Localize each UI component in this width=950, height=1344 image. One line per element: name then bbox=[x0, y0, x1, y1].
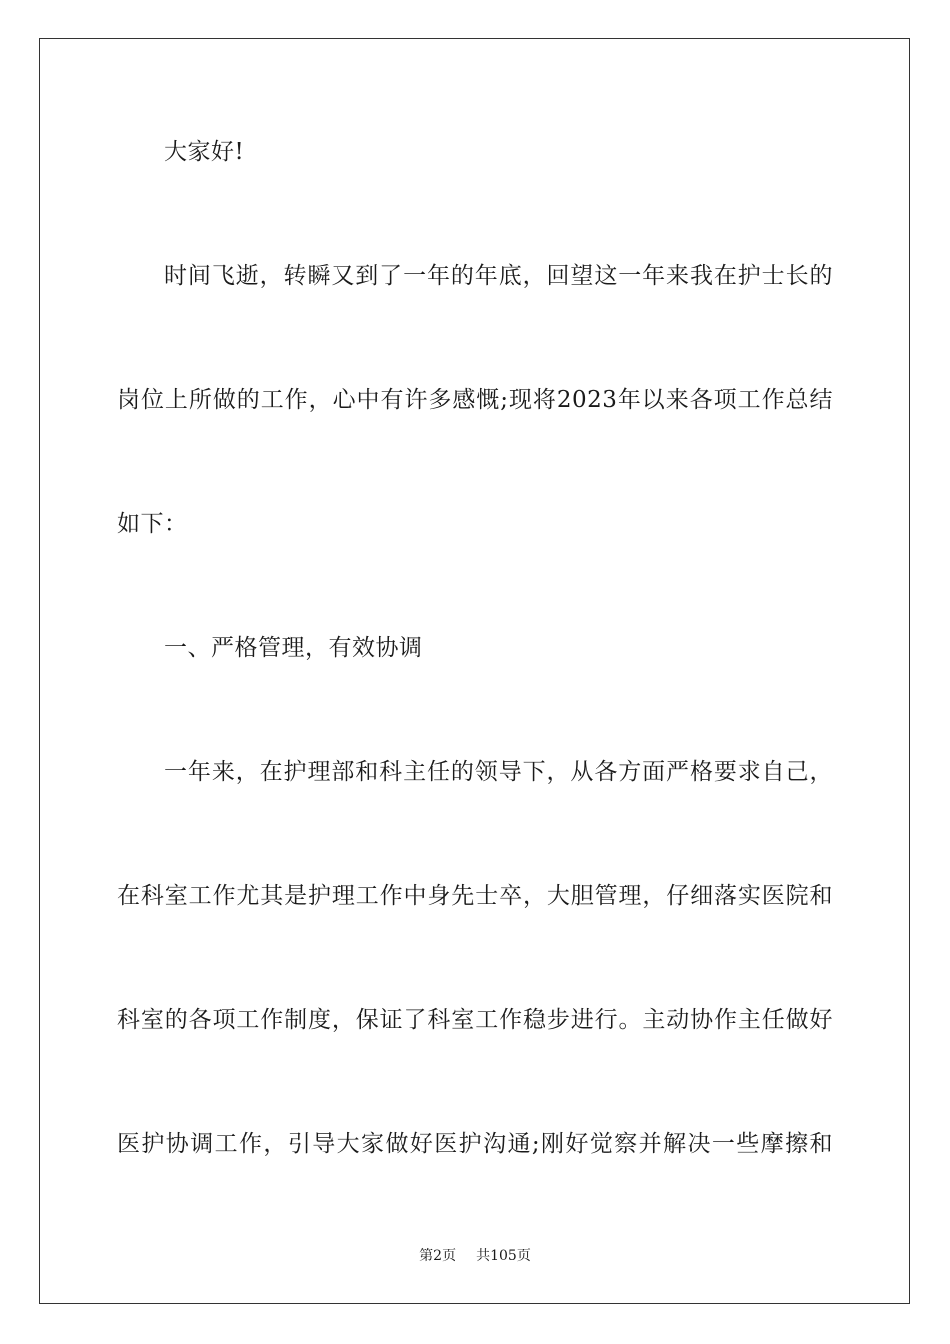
page-frame bbox=[39, 38, 910, 1304]
page-number: 第2页 bbox=[419, 1248, 457, 1264]
paragraph-line: 在科室工作尤其是护理工作中身先士卒，大胆管理，仔细落实医院和 bbox=[117, 883, 833, 909]
paragraph-line: 一年来，在护理部和科主任的领导下，从各方面严格要求自己， bbox=[164, 759, 833, 785]
greeting-line: 大家好! bbox=[164, 139, 245, 165]
paragraph-line: 如下： bbox=[117, 511, 188, 537]
section-heading: 一、严格管理，有效协调 bbox=[164, 635, 423, 661]
paragraph-line: 医护协调工作，引导大家做好医护沟通;刚好觉察并解决一些摩擦和 bbox=[117, 1131, 833, 1157]
page-total: 共105页 bbox=[476, 1248, 531, 1264]
paragraph-line: 时间飞逝，转瞬又到了一年的年底，回望这一年来我在护士长的 bbox=[164, 263, 833, 289]
page-footer bbox=[0, 1247, 950, 1265]
paragraph-line: 岗位上所做的工作，心中有许多感慨;现将2023年以来各项工作总结 bbox=[117, 387, 833, 413]
paragraph-line: 科室的各项工作制度，保证了科室工作稳步进行。主动协作主任做好 bbox=[117, 1007, 833, 1033]
